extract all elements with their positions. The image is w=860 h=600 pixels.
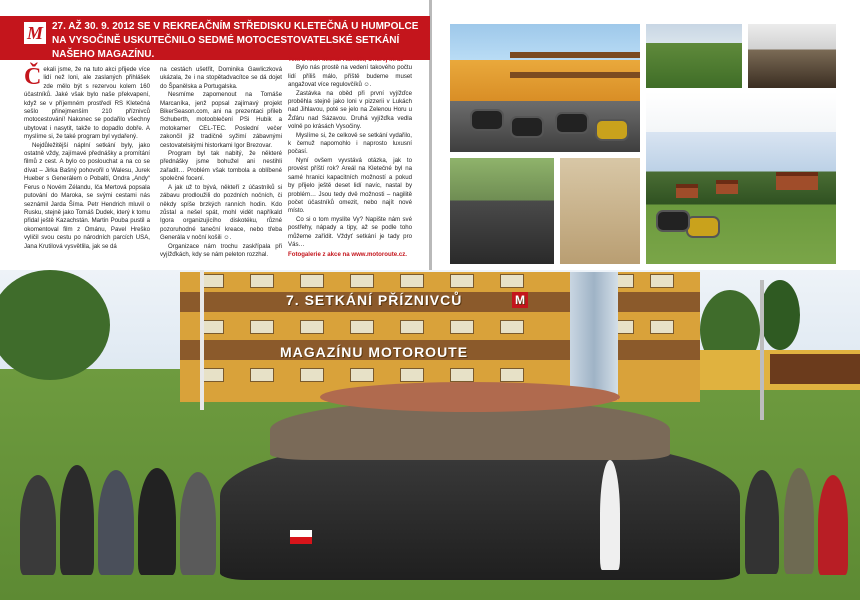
crowd (20, 380, 850, 580)
photo-sky (646, 92, 836, 132)
paragraph: Čekali jsme, že na tuto akci přijede více lidí než loni, ale zaslaných přihlášek zde mělo být s rezervou kolem 160 účastníků. Jaké však bylo naše překvapení, když se v příjemném prostředí RS Kletečná sešlo přinejmenším 210 příznivců motocestování! Nakonec se podařilo všechny ubytovat i nasytit, takže to dopadlo dobře. A myslíme si, že také program byl vydařený. (24, 64, 150, 141)
article-column-2 (160, 66, 282, 259)
sign-setkani: 7. SETKÁNÍ PŘÍZNIVCŮ (286, 292, 463, 308)
article-column-1 (24, 66, 150, 251)
sign-logo: M (512, 292, 528, 308)
paragraph: Nyní ovšem vyvstává otázka, jak to provést příští rok? Areál na Kletečné byl na samé hranici kapacitních možností a pokud by přijelo ještě deset lidí navíc, nastal by problém… Jsou tedy dvě možnosti – nagilitě počet účastníků omezit, nebo najít nové místo. (288, 156, 412, 215)
sign-magazinu: MAGAZÍNU MOTOROUTE (280, 344, 469, 360)
paragraph: Bylo nás prostě na vedení takového počtu lidí příliš málo, příště budeme muset angažovat více regulovčíků ☺. (288, 64, 412, 89)
photo-grill (748, 24, 836, 88)
magazine-logo: M (24, 22, 46, 44)
paragraph: Nesmíme zapomenout na Tomáše Marcaníka, jenž popsal zajímavý projekt BikerSeason.com, ani na prezentaci přileb Schuberth, motooblečení PSi Hubik a motokamer CEL-TEC. Poslední večer zakončil již tradičně syžimí zábavnými cestovatelskými historkami Igor Brezovar. (160, 91, 282, 149)
paragraph: Zastávka na oběd při první vyjížďce proběhla stejně jako loni v pizzerii v Lukách nad Jihlavou, poté se jelo na Zelenou Horu u Žďáru nad Sázavou. Druhá vyjížďka vedla volně po krásách Vysočiny. (288, 89, 412, 131)
photo-camp-cabins (646, 132, 836, 264)
paragraph: Program byl tak nabitý, že některé přednášky jsme bohužel ani nestihli zařadit… Problém však tombola a oblíbené společné focení. (160, 150, 282, 183)
article-column-3 (288, 56, 412, 260)
paragraph: A jak už to bývá, někteří z účastníků si zábavu prodloužili do pozdních nočních, či někdy spíše brzkých ranních hodin. Kdo zůstal a nešel spát, mohl vidět napříkald Igora organizujícího diskotéku, různé pozoruhodné taneční kreace, nebo třeba Generála v noční košili ☺. (160, 183, 282, 242)
photo-riders-group (450, 158, 554, 264)
gallery-link[interactable]: Fotogalerie z akce na www.motoroute.cz. (288, 251, 407, 259)
paragraph: Co si o tom myslíte Vy? Napište nám své postřehy, nápady a tipy, až se podle toho můžeme zařídit. Vždyť setkání je tady pro Vás… (288, 215, 412, 248)
paragraph: na cestách ušetřit, Dominika Gawliczková ukázala, že i na stopětadvacítce se dá dojet do Španělska a Portugalska. (160, 66, 282, 90)
photo-tents (646, 24, 742, 88)
dropcap: Č (24, 64, 42, 90)
paragraph: Myslíme si, že celkově se setkání vydařilo, k čemuž napomohlo i naprosto luxusní počasí. (288, 131, 412, 156)
group-photo (0, 270, 860, 600)
photo-hotel-motorcycles (450, 24, 640, 152)
paragraph: Organizace nám trochu zaskřípala při vyjížďkách, kdy se nám peleton rozzhal. (160, 242, 282, 258)
photo-couple (560, 158, 640, 264)
czech-flag (290, 530, 312, 544)
paragraph: Nejdůležitější náplní setkání byly, jako ostatně vždy, zajímavé přednášky a promítání filmů z cest. A bylo co poslouchat a na co se dívat – Jirka Bašný pohovořil o Walesu, Jurek Hueber s Generálem o Pobaltí, Ondra „Andy“ Ferus o Novém Zélandu, Iča Mertová popsala putování do Maroka, se svými cestami nás seznámil Jarda Šíma. Petr Hendrich mluvil o Rusku, stejně jako Tomáš Dudek, který k tomu přidal ještě Kazachstán. Martin Pouba pustil a okomentoval film z Ománu, Pavel Hreško vyličil svou cestu po národních parcích USA, Jana Krutilová vysvětlila, jak se dá (24, 141, 150, 250)
headline: 27. AŽ 30. 9. 2012 SE V REKREAČNÍM STŘEDISKU KLETEČNÁ U HUMPOLCE NA VYSOČINĚ USKUTEČNILO SEDMÉ MOTOCESTOVATELSKÉ SETKÁNÍ NAŠEHO MAGAZÍNU. (52, 21, 419, 60)
photo-credit: Text a foto: Michal Hamšík, Ondrej Mruz (288, 56, 404, 63)
